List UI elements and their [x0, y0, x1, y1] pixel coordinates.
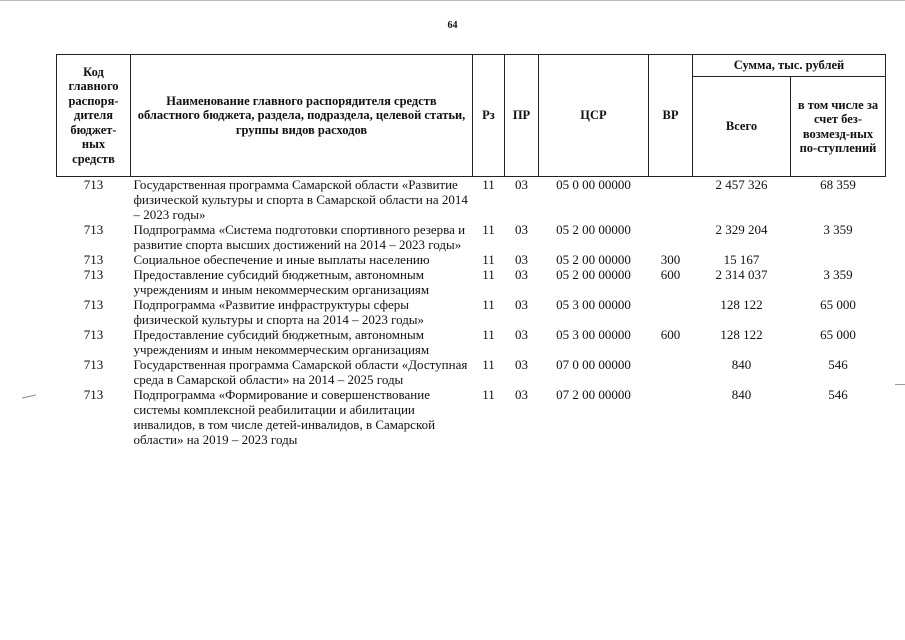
cell-total: 2 314 037: [715, 267, 768, 282]
cell-name: Предоставление субсидий бюджетным, автономным учреждениям и иным некоммерческим организациям: [133, 267, 430, 297]
cell-name: Подпрограмма «Формирование и совершенствование системы комплексной реабилитации и абилитации инвалидов, в том числе детей-инвалидов, в Самарской области» на 2019 – 2023 годы: [133, 387, 436, 447]
scan-mark: [895, 384, 905, 385]
cell-vr: 300: [660, 252, 681, 267]
table-row: [57, 222, 886, 252]
cell-free: 546: [828, 357, 848, 372]
scan-mark: [22, 395, 36, 399]
cell-csr: 05 2 00 00000: [556, 222, 631, 237]
cell-pr: 03: [515, 357, 528, 372]
cell-name: Предоставление субсидий бюджетным, автономным учреждениям и иным некоммерческим организациям: [133, 327, 430, 357]
cell-total: 840: [731, 387, 752, 402]
cell-vr: 600: [660, 267, 681, 282]
cell-name: Подпрограмма «Система подготовки спортивного резерва и развитие спорта высших достижений на 2014 – 2023 годы»: [133, 222, 466, 252]
cell-kod: 713: [83, 297, 104, 312]
cell-kod: 713: [83, 222, 104, 237]
cell-vr: [649, 177, 693, 223]
cell-total: 128 122: [720, 327, 763, 342]
table-row: [57, 252, 886, 267]
cell-pr: 03: [515, 177, 528, 192]
budget-table: [56, 54, 886, 447]
table-row: [57, 267, 886, 297]
header-name: Наименование главного распорядителя средств областного бюджета, раздела, подраздела, целевой статьи, группы видов расходов: [131, 55, 473, 177]
cell-rz: 11: [482, 267, 495, 282]
cell-rz: 11: [482, 297, 495, 312]
cell-kod: 713: [83, 252, 104, 267]
cell-csr: 05 0 00 00000: [556, 177, 631, 192]
cell-rz: 11: [482, 222, 495, 237]
cell-kod: 713: [83, 177, 104, 192]
header-pr: ПР: [505, 55, 539, 177]
header-csr: ЦСР: [539, 55, 649, 177]
table-body: [57, 177, 886, 448]
cell-vr: [649, 387, 693, 447]
cell-total: 2 329 204: [715, 222, 768, 237]
cell-free: 68 359: [820, 177, 856, 192]
page-number: 64: [447, 20, 458, 31]
cell-vr: [649, 297, 693, 327]
cell-csr: 05 3 00 00000: [556, 327, 631, 342]
cell-kod: 713: [83, 357, 104, 372]
header-rz: Рз: [473, 55, 505, 177]
cell-pr: 03: [515, 222, 528, 237]
cell-kod: 713: [83, 327, 104, 342]
header-sum: Сумма, тыс. рублей: [693, 55, 886, 77]
cell-name: Подпрограмма «Развитие инфраструктуры сферы физической культуры и спорта на 2014 – 2023 годы»: [133, 297, 425, 327]
table-row: [57, 177, 886, 223]
cell-csr: 05 2 00 00000: [556, 267, 631, 282]
cell-rz: 11: [482, 177, 495, 192]
cell-csr: 05 3 00 00000: [556, 297, 631, 312]
cell-free: 3 359: [823, 222, 853, 237]
cell-free: 3 359: [823, 267, 853, 282]
cell-total: 840: [731, 357, 752, 372]
cell-name: Государственная программа Самарской области «Развитие физической культуры и спорта в Самарской области на 2014 – 2023 годы»: [133, 177, 468, 222]
cell-kod: 713: [83, 267, 104, 282]
cell-csr: 07 0 00 00000: [556, 357, 631, 372]
cell-free: 546: [828, 387, 848, 402]
cell-rz: 11: [482, 327, 495, 342]
table-row: [57, 387, 886, 447]
cell-name: Государственная программа Самарской области «Доступная среда в Самарской области» на 2014 – 2025 годы: [133, 357, 468, 387]
cell-total: 128 122: [720, 297, 763, 312]
cell-pr: 03: [515, 267, 528, 282]
cell-total: 15 167: [723, 252, 760, 267]
cell-pr: 03: [515, 297, 528, 312]
cell-free: 65 000: [820, 327, 856, 342]
cell-vr: 600: [660, 327, 681, 342]
cell-pr: 03: [515, 327, 528, 342]
cell-pr: 03: [515, 252, 528, 267]
cell-free: 65 000: [820, 297, 856, 312]
cell-csr: 05 2 00 00000: [556, 252, 631, 267]
table-row: [57, 357, 886, 387]
scan-top-edge: [0, 0, 905, 1]
table-row: [57, 297, 886, 327]
table-row: [57, 327, 886, 357]
header-total: Всего: [693, 77, 791, 177]
cell-rz: 11: [482, 387, 495, 402]
cell-rz: 11: [482, 252, 495, 267]
header-kod: Код главного распоря-дителя бюджет-ных средств: [57, 55, 131, 177]
cell-name: Социальное обеспечение и иные выплаты населению: [133, 252, 430, 267]
cell-csr: 07 2 00 00000: [556, 387, 631, 402]
cell-free: [791, 252, 886, 267]
cell-rz: 11: [482, 357, 495, 372]
cell-vr: [649, 222, 693, 252]
cell-kod: 713: [83, 387, 104, 402]
cell-pr: 03: [515, 387, 528, 402]
header-free: в том числе за счет без-возмезд-ных по-ступлений: [791, 77, 886, 177]
cell-vr: [649, 357, 693, 387]
cell-total: 2 457 326: [715, 177, 768, 192]
header-vr: ВР: [649, 55, 693, 177]
